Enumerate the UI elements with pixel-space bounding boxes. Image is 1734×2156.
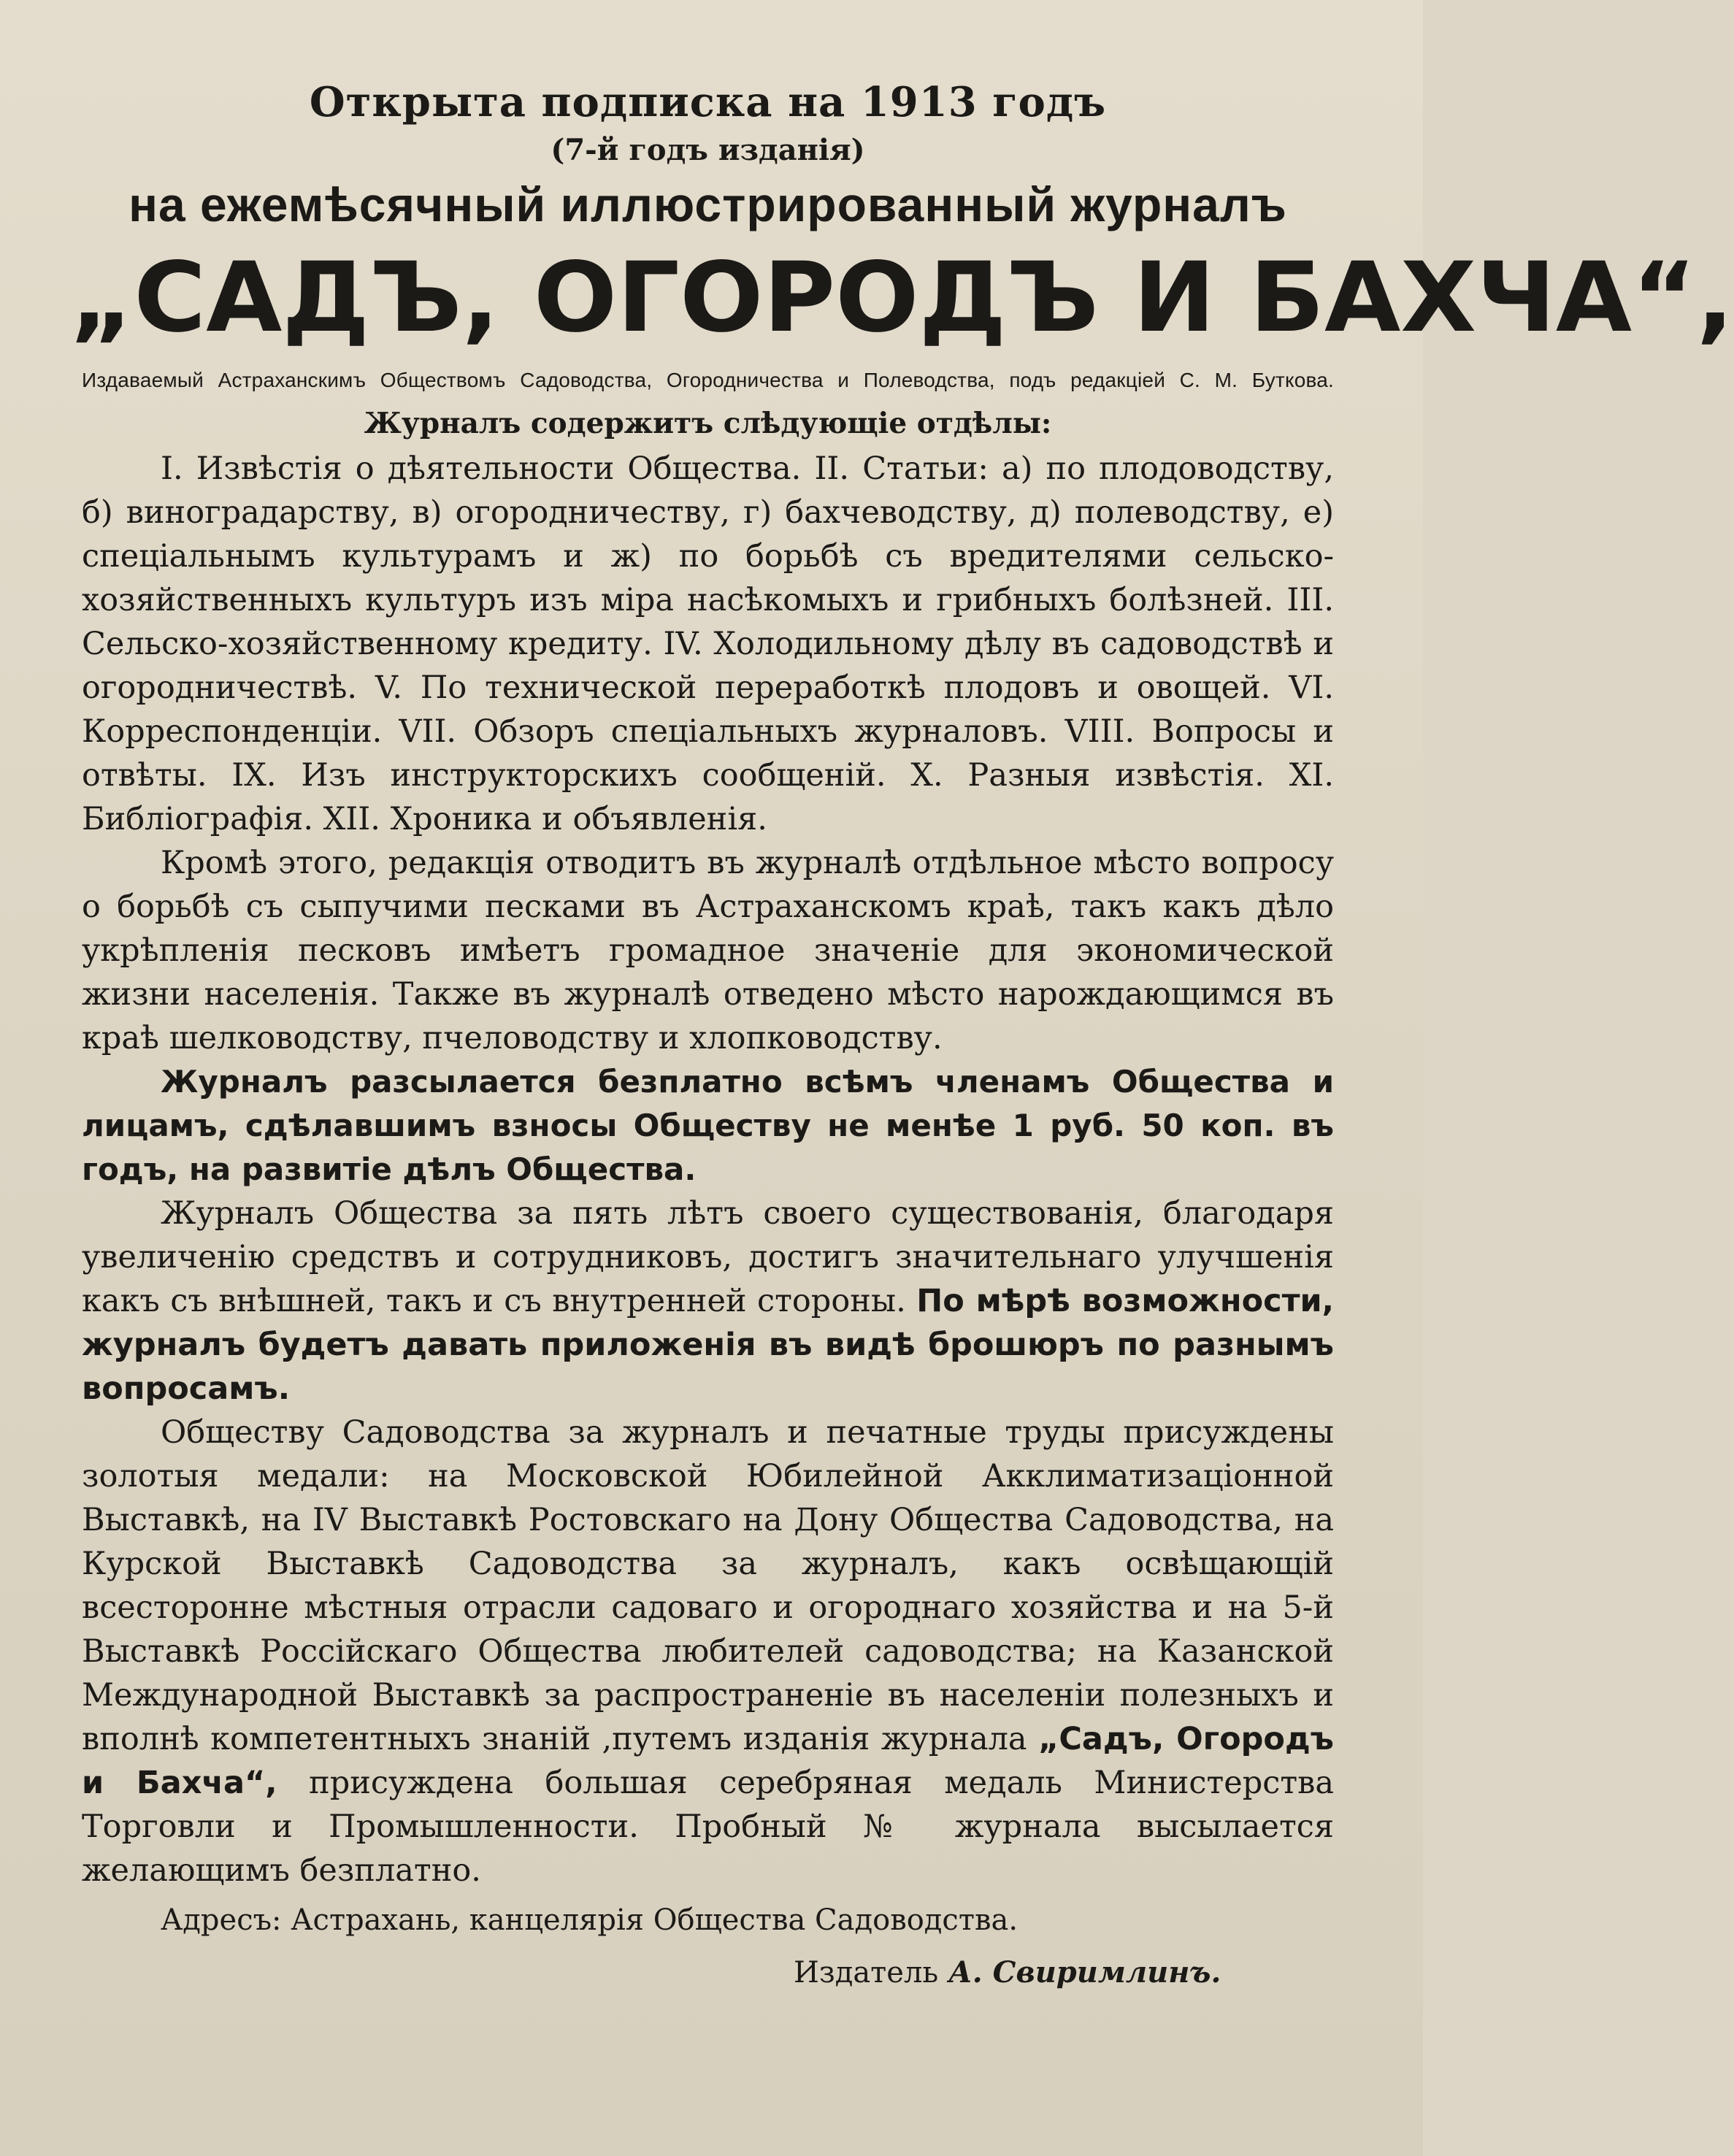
progress-supplements: По мѣрѣ возможности, журналъ будетъ давать приложенія въ видѣ брошюръ по разнымъ вопросамъ. — [82, 1283, 1334, 1407]
journal-title: „САДЪ, ОГОРОДЪ И БАХЧА“, — [69, 242, 1734, 354]
sections-intro: Журналъ содержитъ слѣдующіе отдѣлы: — [364, 407, 1052, 440]
journal-type-heading: на ежемѣсячный иллюстрированный журналъ — [128, 177, 1287, 231]
medals-text-end: присуждена большая серебряная медаль Министерства Торговли и Промышленности. Пробный № журнала высылается желающимъ безплатно. — [82, 1765, 1334, 1889]
sands-paragraph: Кромѣ этого, редакція отводитъ въ журналѣ отдѣльное мѣсто вопросу о борьбѣ съ сыпучими песками въ Астраханскомъ краѣ, такъ какъ дѣло укрѣпленія песковъ имѣетъ громадное значеніе для экономической жизни населенія. Также въ журналѣ отведено мѣсто нарождающимся въ краѣ шелководству, пчеловодству и хлопководству. — [82, 845, 1334, 1056]
advertisement-content — [69, 73, 1734, 1995]
free-distribution-paragraph: Журналъ разсылается безплатно всѣмъ членамъ Общества и лицамъ, сдѣлавшимъ взносы Обществу не менѣе 1 руб. 50 коп. въ годъ, на развитіе дѣлъ Общества. — [82, 1064, 1334, 1187]
progress-text: Журналъ Общества за пять лѣтъ своего существованія, благодаря увеличенію средствъ и сотрудниковъ, достигъ значительнаго улучшенія какъ съ внѣшней, такъ и съ внутренней стороны. — [82, 1195, 1334, 1319]
publisher-line: Издаваемый Астраханскимъ Обществомъ Садоводства, Огородничества и Полеводства, подъ редакціей С. М. Буткова. — [82, 369, 1334, 391]
medals-paragraph — [82, 1411, 1334, 1892]
address-line: Адресъ: Астрахань, канцелярія Общества Садоводства. — [161, 1903, 1018, 1937]
medals-journal-title: „Садъ, Огородъ и Бахча“, — [82, 1721, 1334, 1801]
sections-paragraph: I. Извѣстія о дѣятельности Общества. II. Статьи: а) по плодоводству, б) виноградарству, в) огородничеству, г) бахчеводству, д) полеводству, е) спеціальнымъ культурамъ и ж) по борьбѣ съ вредителями сельско-хозяйственныхъ культуръ изъ міра насѣкомыхъ и грибныхъ болѣзней. III. Сельско-хозяйственному кредиту. IV. Холодильному дѣлу въ садоводствѣ и огородничествѣ. V. По технической переработкѣ плодовъ и овощей. VI. Корреспонденціи. VII. Обзоръ спеціальныхъ журналовъ. VIII. Вопросы и отвѣты. IX. Изъ инструкторскихъ сообщеній. X. Разныя извѣстія. XI. Библіографія. XII. Хроника и объявленія. — [82, 450, 1334, 837]
progress-paragraph — [82, 1192, 1334, 1411]
subscription-heading: Открыта подписка на 1913 годъ — [309, 78, 1107, 126]
publisher-name: А. Свиримлинъ. — [948, 1955, 1221, 1990]
publisher-label: Издатель — [794, 1956, 939, 1990]
publisher-signature — [794, 1951, 1334, 1995]
edition-year: (7-й годъ изданія) — [550, 133, 865, 167]
medals-text: Обществу Садоводства за журналъ и печатные труды присуждены золотыя медали: на Московской Юбилейной Акклиматизаціонной Выставкѣ, на IV Выставкѣ Ростовскаго на Дону Общества Садоводства, на Курской Выставкѣ Садоводства за журналъ, какъ освѣщающій всесторонне мѣстныя отрасли садоваго и огороднаго хозяйства и на 5-й Выставкѣ Россійскаго Общества любителей садоводства; на Казанской Международной Выставкѣ за распространеніе въ населеніи полезныхъ и вполнѣ компетентныхъ знаній ,путемъ изданія журнала — [82, 1414, 1334, 1757]
